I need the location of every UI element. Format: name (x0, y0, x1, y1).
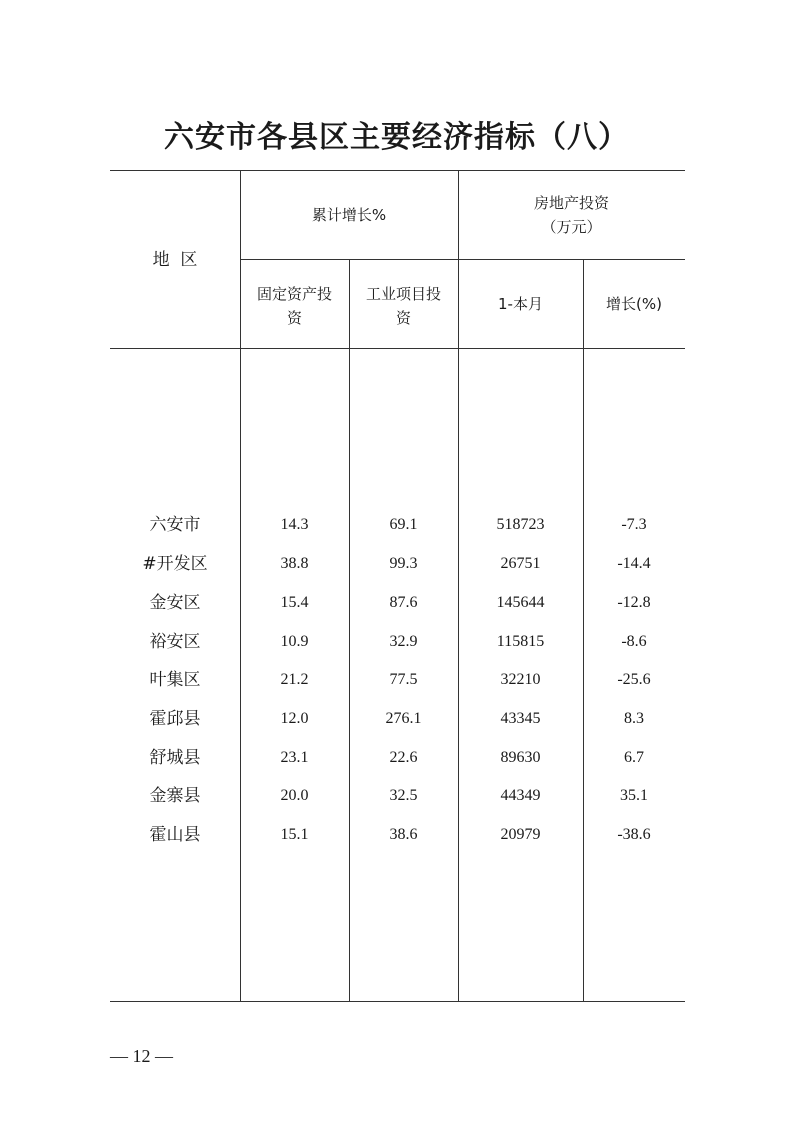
growth-cell: -38.6 (617, 826, 651, 843)
region-cell: 裕安区 (149, 632, 201, 652)
industrial-cell: 99.3 (389, 555, 418, 572)
ytd-cell: 44349 (500, 787, 541, 804)
header-bottom-border (110, 348, 685, 349)
header-group-growth: 累计增长% (311, 206, 387, 224)
ytd-cell: 518723 (496, 516, 545, 533)
region-cell: 霍山县 (149, 825, 201, 845)
region-cell: 霍邱县 (149, 709, 201, 729)
industrial-cell: 22.6 (389, 749, 418, 766)
industrial-cell: 69.1 (389, 516, 418, 533)
fixed-asset-cell: 23.1 (280, 749, 309, 766)
growth-cell: -14.4 (617, 555, 651, 572)
page-title: 六安市各县区主要经济指标（八） (164, 120, 629, 155)
growth-cell: -8.6 (621, 633, 647, 650)
header-group-realestate-line2: （万元） (541, 218, 602, 236)
region-cell: #开发区 (142, 554, 208, 574)
industrial-cell: 32.5 (389, 787, 418, 804)
column-divider-2 (349, 259, 350, 1001)
fixed-asset-cell: 15.4 (280, 594, 309, 611)
fixed-asset-cell: 10.9 (280, 633, 309, 650)
header-growth: 增长(%) (606, 295, 662, 313)
ytd-cell: 115815 (496, 633, 545, 650)
page-number: — 12 — (110, 1046, 173, 1066)
ytd-cell: 89630 (500, 749, 541, 766)
region-cell: 叶集区 (149, 670, 201, 690)
ytd-cell: 43345 (500, 710, 541, 727)
header-group-realestate-line1: 房地产投资 (533, 194, 609, 212)
fixed-asset-cell: 20.0 (280, 787, 309, 804)
header-fixed-asset-line1: 固定资产投 (256, 285, 332, 303)
header-group-divider (240, 259, 685, 260)
growth-cell: 8.3 (624, 710, 644, 727)
ytd-cell: 32210 (500, 671, 541, 688)
industrial-cell: 77.5 (389, 671, 418, 688)
table-top-border (110, 170, 685, 171)
fixed-asset-cell: 15.1 (280, 826, 309, 843)
industrial-cell: 87.6 (389, 594, 418, 611)
growth-cell: 6.7 (624, 749, 644, 766)
region-cell: 六安市 (149, 515, 201, 535)
industrial-cell: 38.6 (389, 826, 418, 843)
ytd-cell: 145644 (496, 594, 545, 611)
fixed-asset-cell: 14.3 (280, 516, 309, 533)
header-industrial-line2: 资 (395, 309, 411, 327)
header-industrial-line1: 工业项目投 (365, 285, 441, 303)
header-fixed-asset (240, 282, 349, 330)
header-group-realestate (458, 191, 685, 239)
growth-cell: -7.3 (621, 516, 647, 533)
growth-cell: -12.8 (617, 594, 651, 611)
ytd-cell: 20979 (500, 826, 541, 843)
industrial-cell: 32.9 (389, 633, 418, 650)
header-ytd: 1-本月 (498, 295, 543, 313)
growth-cell: 35.1 (620, 787, 648, 804)
header-fixed-asset-line2: 资 (286, 309, 302, 327)
fixed-asset-cell: 38.8 (280, 555, 309, 572)
ytd-cell: 26751 (500, 555, 541, 572)
table-bottom-border (110, 1001, 685, 1002)
fixed-asset-cell: 21.2 (280, 671, 309, 688)
header-region: 地 区 (152, 250, 198, 270)
fixed-asset-cell: 12.0 (280, 710, 309, 727)
region-cell: 金安区 (149, 593, 201, 613)
column-divider-4 (583, 259, 584, 1001)
industrial-cell: 276.1 (385, 710, 422, 727)
header-industrial (349, 282, 458, 330)
region-cell: 金寨县 (149, 786, 201, 806)
region-cell: 舒城县 (149, 748, 201, 768)
growth-cell: -25.6 (617, 671, 651, 688)
